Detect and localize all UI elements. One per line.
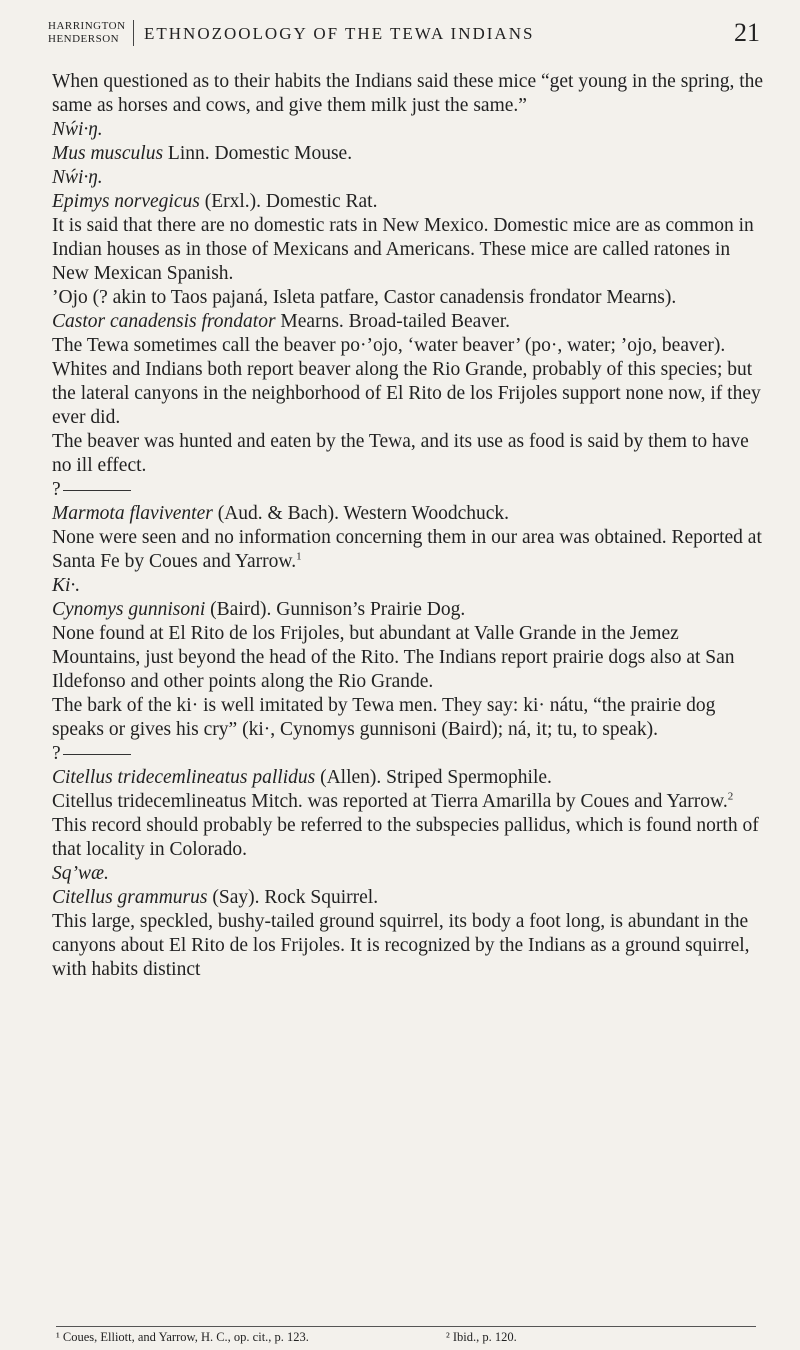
species-heading [52,190,764,214]
scientific-name: Marmota flaviventer [52,503,213,524]
page-header [48,20,760,60]
species-heading [52,502,764,526]
paragraph-text: This record should probably be referred to the subspecies pallidus, which is found north of that locality in Colorado. [52,815,759,860]
paragraph: None found at El Rito de los Frijoles, but abundant at Valle Grande in the Jemez Mountains, just beyond the head of the Rito. The Indians report prairie dogs also at San Ildefonso and other points along the Rio Grande. [52,623,735,692]
unknown-name-placeholder [52,742,764,766]
species-common: Mearns. Broad-tailed Beaver. [275,311,511,332]
paragraph-text: Citellus tridecemlineatus Mitch. was reported at Tierra Amarilla by Coues and Yarrow. [52,791,728,812]
species-common: (Say). Rock Squirrel. [207,887,379,908]
unknown-name-placeholder [52,478,764,502]
tewa-name: Sq’wæ. [52,863,109,884]
species-common: (Allen). Striped Spermophile. [315,767,552,788]
author-henderson: HENDERSON [48,33,120,45]
tewa-name: Ki·. [52,575,81,596]
species-heading [52,766,764,790]
paragraph: The Tewa sometimes call the beaver po·’ojo, ‘water beaver’ (po·, water; ’ojo, beaver). [52,335,726,356]
scientific-name: Cynomys gunnisoni [52,599,206,620]
page-number: 21 [734,18,760,47]
scientific-name: Citellus tridecemlineatus pallidus [52,767,316,788]
scientific-name: Citellus grammurus [52,887,208,908]
species-common: (Erxl.). Domestic Rat. [199,191,378,212]
author-harrington: HARRINGTON [48,20,126,32]
paragraph [52,790,764,862]
tewa-name: Nẃi·ŋ. [52,119,103,140]
running-title: ETHNOZOOLOGY OF THE TEWA INDIANS [144,24,535,43]
scientific-name: Epimys norvegicus [52,191,200,212]
footnote-ref: 2 [727,790,734,803]
footnote-1: ¹ Coues, Elliott, and Yarrow, H. C., op. cit., p. 123. [56,1330,309,1344]
species-common: (Baird). Gunnison’s Prairie Dog. [205,599,466,620]
blank-rule [63,754,131,755]
species-heading [52,142,764,166]
paragraph-text: None were seen and no information concerning them in our area was obtained. Reported at Santa Fe by Coues and Yarrow. [52,527,762,572]
paragraph: The bark of the ki· is well imitated by Tewa men. They say: ki· nátu, “the prairie dog speaks or gives his cry” (ki·, Cynomys gunnisoni (Baird); ná, it; tu, to speak). [52,695,716,740]
species-heading [52,598,764,622]
footnote-ref: 1 [296,550,302,563]
paragraph: This large, speckled, bushy-tailed ground squirrel, its body a foot long, is abundant in the canyons about El Rito de los Frijoles. It is recognized by the Indians as a ground squirrel, with habits distinct [52,911,750,980]
species-common: (Aud. & Bach). Western Woodchuck. [212,503,509,524]
species-heading [52,886,764,910]
blank-rule [63,490,131,491]
scientific-name: Mus musculus [52,143,164,164]
paragraph: ’Ojo (? akin to Taos pajaná, Isleta patfare, Castor canadensis frondator Mearns). [52,287,677,308]
question-mark: ? [52,479,61,500]
question-mark: ? [52,743,61,764]
tewa-name: Nẃi·ŋ. [52,167,103,188]
footnote-2: ² Ibid., p. 120. [446,1330,517,1344]
scientific-name: Castor canadensis frondator [52,311,276,332]
paragraph: The beaver was hunted and eaten by the Tewa, and its use as food is said by them to have no ill effect. [52,431,749,476]
species-common: Linn. Domestic Mouse. [163,143,353,164]
paragraph: When questioned as to their habits the Indians said these mice “get young in the spring, the same as horses and cows, and give them milk just the same.” [52,71,764,116]
paragraph: It is said that there are no domestic rats in New Mexico. Domestic mice are as common in Indian houses as in those of Mexicans and Americans. These mice are called ratones in New Mexican Spanish. [52,215,754,284]
species-heading [52,310,764,334]
paragraph: Whites and Indians both report beaver along the Rio Grande, probably of this species; but the lateral canyons in the neighborhood of El Rito de los Frijoles support none now, if they ever did. [52,359,761,428]
authors-bracket [48,20,134,46]
footnotes [56,1326,756,1345]
page-body [52,70,764,982]
paragraph [52,526,764,574]
